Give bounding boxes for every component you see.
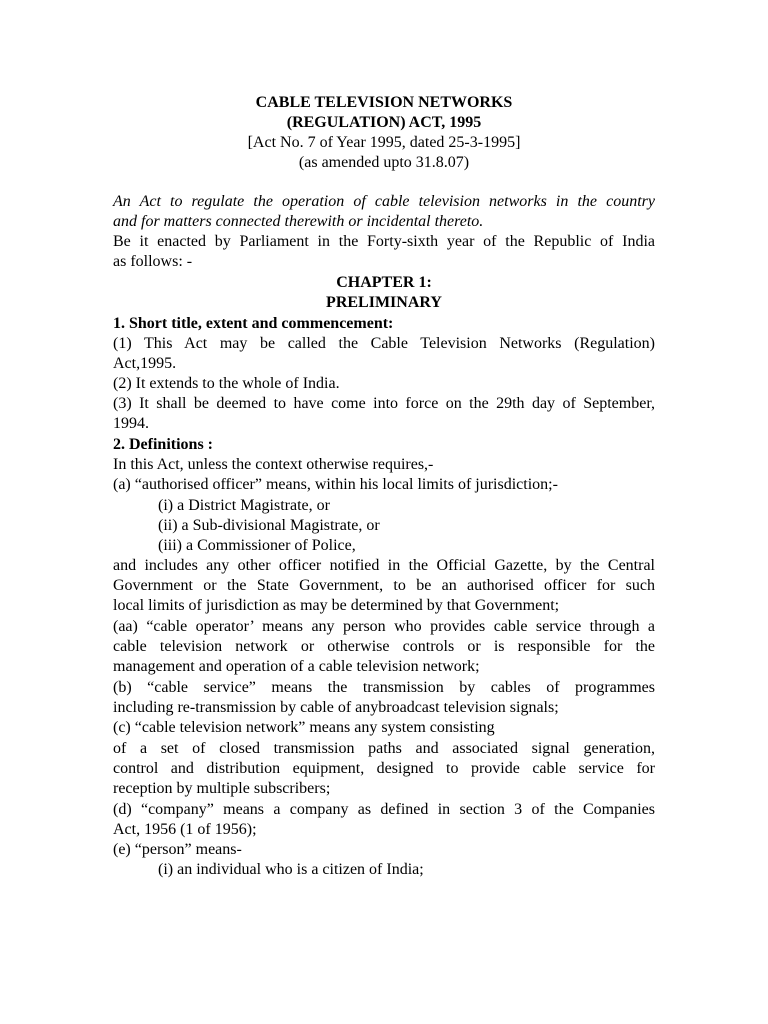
definition-text: and includes any other officer notified in the Official Gazette, by the Central (113, 557, 655, 574)
section-heading: 1. Short title, extent and commencement: (113, 315, 394, 332)
definition-subitem: (ii) a Sub-divisional Magistrate, or (158, 517, 380, 534)
definition-c: (c) “cable television network” means any system consisting (113, 719, 495, 736)
definition-aa: (aa) “cable operator’ means any person who provides cable service through a (113, 618, 655, 635)
chapter-name: PRELIMINARY (326, 294, 442, 311)
definition-text: including re-transmission by cable of anybroadcast television signals; (113, 699, 559, 716)
definition-b: (b) “cable service” means the transmission by cables of programmes (113, 679, 655, 696)
section-heading: 2. Definitions : (113, 436, 213, 453)
act-subtitle: (REGULATION) ACT, 1995 (286, 114, 482, 131)
definition-e: (e) “person” means- (113, 841, 242, 858)
definition-subitem: (i) a District Magistrate, or (158, 497, 330, 514)
definition-text: Act, 1956 (1 of 1956); (113, 821, 257, 838)
definition-text: reception by multiple subscribers; (113, 780, 331, 797)
definition-text: cable television network or otherwise controls or is responsible for the (113, 638, 655, 655)
definition-a: (a) “authorised officer” means, within his local limits of jurisdiction;- (113, 476, 558, 493)
act-number: [Act No. 7 of Year 1995, dated 25-3-1995] (247, 134, 521, 151)
definition-text: management and operation of a cable television network; (113, 658, 480, 675)
preamble-line: and for matters connected therewith or incidental thereto. (113, 213, 484, 230)
definition-text: control and distribution equipment, designed to provide cable service for (113, 760, 655, 777)
chapter-number: CHAPTER 1: (336, 274, 432, 291)
section-text: Act,1995. (113, 355, 177, 372)
definition-subitem: (iii) a Commissioner of Police, (158, 537, 356, 554)
definition-d: (d) “company” means a company as defined in section 3 of the Companies (113, 801, 655, 818)
definition-subitem: (i) an individual who is a citizen of India; (158, 861, 424, 878)
enactment-line: Be it enacted by Parliament in the Forty-sixth year of the Republic of India (113, 233, 655, 250)
preamble-line: An Act to regulate the operation of cable television networks in the country (113, 193, 655, 210)
section-text: (3) It shall be deemed to have come into force on the 29th day of September, (113, 395, 655, 412)
enactment-line: as follows: - (113, 253, 193, 270)
amendment-note: (as amended upto 31.8.07) (298, 154, 470, 171)
definition-text: of a set of closed transmission paths and associated signal generation, (113, 740, 655, 757)
section-text: 1994. (113, 415, 149, 432)
act-title: CABLE TELEVISION NETWORKS (255, 94, 513, 111)
definition-text: local limits of jurisdiction as may be determined by that Government; (113, 597, 560, 614)
section-text: (2) It extends to the whole of India. (113, 375, 340, 392)
section-text: (1) This Act may be called the Cable Television Networks (Regulation) (113, 335, 655, 352)
section-text: In this Act, unless the context otherwise requires,- (113, 456, 434, 473)
definition-text: Government or the State Government, to be an authorised officer for such (113, 577, 655, 594)
